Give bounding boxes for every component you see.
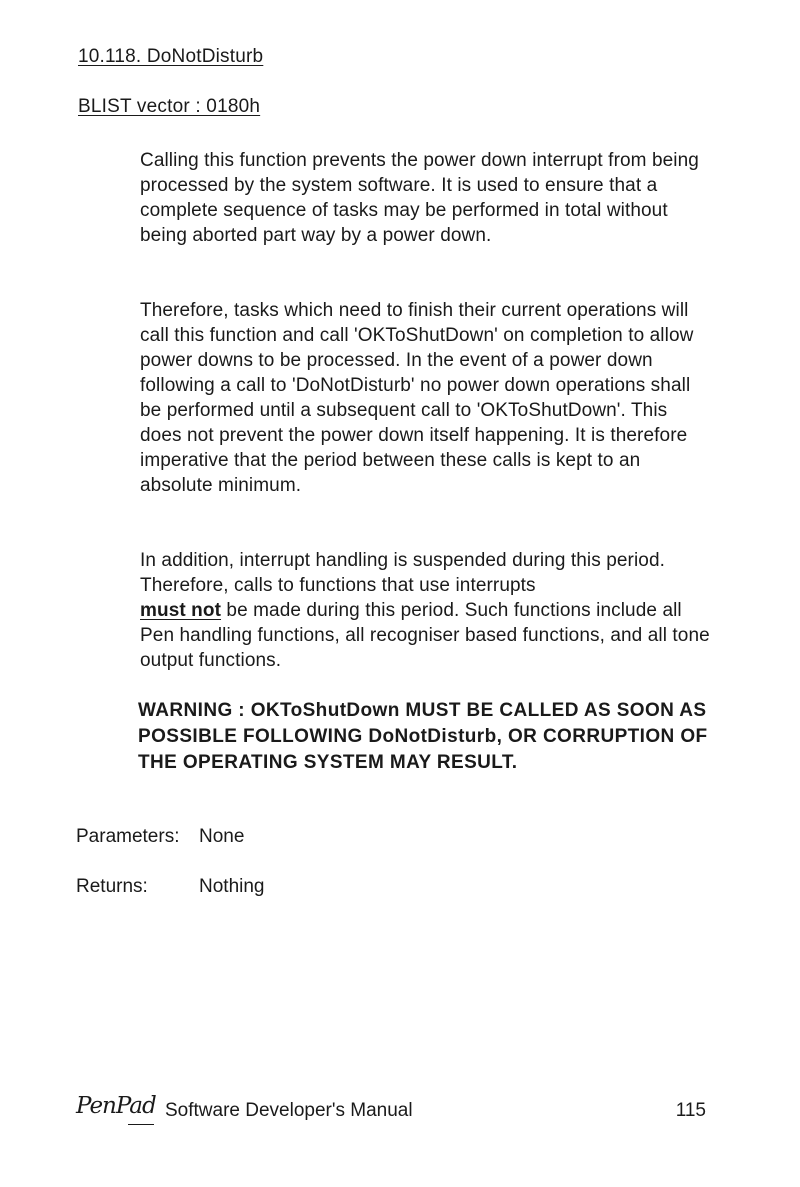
paragraph-text-start: In addition, interrupt handling is suspended during this period. Therefore, calls to functions that use interrupts (140, 550, 666, 596)
parameters-field (76, 826, 245, 848)
description-paragraph-1 (140, 148, 710, 273)
paragraph-text: Calling this function prevents the power down interrupt from being processed by the system software. It is used to ensure that a complete sequence of tasks may be performed in total without being aborted part way by a power down. (140, 150, 699, 246)
parameters-label: Parameters: (76, 826, 180, 847)
penpad-logo: PenPad (76, 1093, 156, 1119)
description-paragraph-3 (140, 548, 710, 698)
page-footer (76, 1093, 706, 1129)
paragraph-text: Therefore, tasks which need to finish their current operations will call this function and call 'OKToShutDown' on completion to allow power downs to be processed. In the event of a power down following a call to 'DoNotDisturb' no power down operations shall be performed until a subsequent call to 'OKToShutDown'. This does not prevent the power down itself happening. It is therefore imperative that the period between these calls is kept to an absolute minimum. (140, 300, 694, 496)
logo-underline (128, 1124, 154, 1125)
paragraph-text (140, 548, 710, 673)
page-number: 115 (675, 1100, 706, 1121)
manual-title: Software Developer's Manual (165, 1100, 413, 1121)
description-paragraph-2 (140, 298, 710, 523)
returns-field (76, 876, 265, 898)
returns-value: Nothing (199, 876, 265, 897)
vector-heading: BLIST vector : 0180h (78, 96, 261, 117)
parameters-value: None (199, 826, 245, 847)
returns-label: Returns: (76, 876, 148, 897)
section-heading: 10.118. DoNotDisturb (78, 46, 264, 67)
must-not-emphasis: must not (140, 600, 222, 621)
paragraph-text-end: be made during this period. Such functions include all Pen handling functions, all recogniser based functions, and all tone output functions. (140, 600, 710, 671)
warning-notice: WARNING : OKToShutDown MUST BE CALLED AS SOON AS POSSIBLE FOLLOWING DoNotDisturb, OR CORRUPTION OF THE OPERATING SYSTEM MAY RESULT. (138, 700, 708, 773)
